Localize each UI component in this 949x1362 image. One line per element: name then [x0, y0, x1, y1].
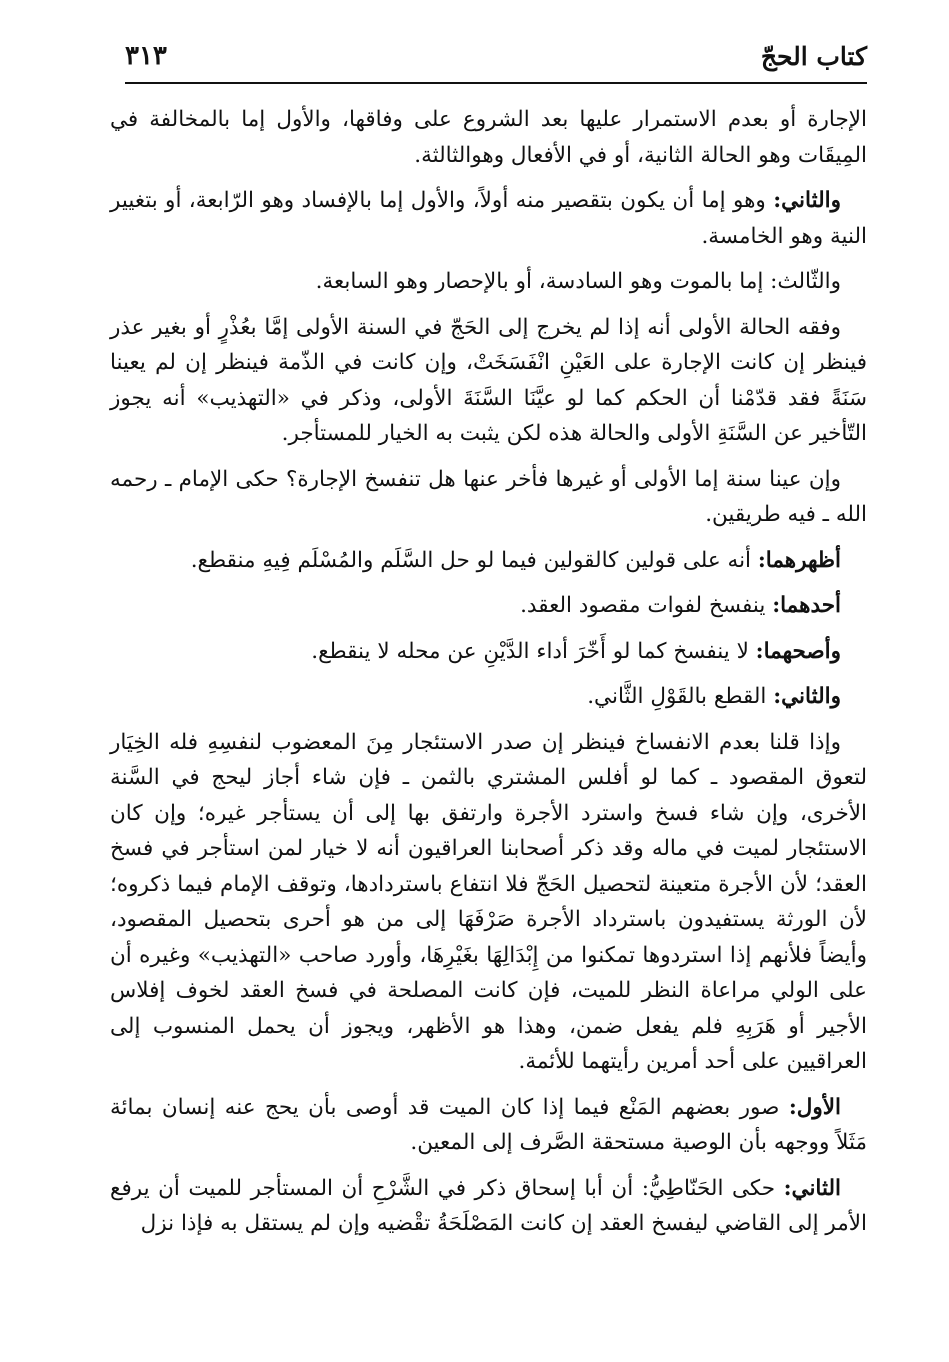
paragraph-9: [110, 679, 867, 715]
paragraph-4: [110, 310, 867, 452]
paragraph-lead: أظهرهما:: [757, 547, 841, 573]
paragraph-6: [110, 543, 867, 579]
paragraph-lead: الأول:: [788, 1094, 841, 1120]
paragraph-text: صور بعضهم المَنْع فيما إذا كان الميت قد أوصى بأن يحج عنه إنسان بمائة مَثَلاً ووجهه بأن الوصية مستحقة الصَّرف إلى المعين.: [110, 1094, 867, 1155]
paragraph-1: [110, 102, 867, 173]
paragraph-text: وفقه الحالة الأولى أنه إذا لم يخرج إلى الحَجّ في السنة الأولى إمَّا بعُذْرٍ أو بغير عذر فينظر إن كانت الإجارة على العَيْنِ انْفَسَخَتْ، وإن كانت في الذّمة فينظر إن لم يعينا سَنَةً فقد قدّمْنا أن الحكم كما لو عيَّنَا السَّنَةَ الأولى، وذكر في «التهذيب» أنه يجوز التّأخير عن السَّنَةِ الأولى والحالة هذه لكن يثبت به الخيار للمستأجر.: [110, 314, 867, 446]
paragraph-10: [110, 725, 867, 1080]
paragraph-text: الإجارة أو بعدم الاستمرار عليها بعد الشروع على وفاقها، والأول إما بالمخالفة في المِيقَات وهو الحالة الثانية، أو في الأفعال وهوالثالثة.: [110, 107, 867, 168]
paragraph-text: والثّالث: إما بالموت وهو السادسة، أو بالإحصار وهو السابعة.: [315, 269, 841, 294]
paragraph-2: [110, 183, 867, 254]
page-header: [125, 30, 867, 84]
paragraph-12: [110, 1171, 867, 1242]
paragraph-text: وهو إما أن يكون بتقصير منه أولاً، والأول إما بالإفساد وهو الرّابعة، أو بتغيير النية وهو الخامسة.: [110, 188, 867, 249]
paragraph-lead: أحدهما:: [772, 593, 841, 618]
page-body: [110, 102, 867, 1252]
page-number: ٣١٣: [125, 41, 167, 71]
paragraph-lead: الثاني:: [783, 1175, 841, 1201]
paragraph-text: حكى الحَنّاطِيُّ: أن أبا إسحاق ذكر في الشَّرْحِ أن المستأجر للميت أن يرفع الأمر إلى القاضي ليفسخ العقد إن كانت المَصْلَحَةُ تقْضيه وإن لم يستقل به فإذا نزل: [110, 1175, 867, 1236]
paragraph-lead: والثاني:: [773, 684, 841, 709]
paragraph-3: [110, 264, 867, 300]
paragraph-11: [110, 1090, 867, 1161]
paragraph-7: [110, 588, 867, 624]
paragraph-text: لا ينفسخ كما لو أَخّرَ أداء الدَّيْنِ عن محله لا ينقطع.: [311, 638, 756, 664]
running-title: كتاب الحجّ: [760, 41, 867, 71]
paragraph-lead: والثاني:: [773, 188, 841, 213]
paragraph-text: وإذا قلنا بعدم الانفساخ فينظر إن صدر الاستئجار مِنَ المعضوب لنفسِهِ فله الخِيَار لتعوق المقصود ـ كما لو أفلس المشتري بالثمن ـ فإن شاء أجاز ليحج في السَّنة الأخرى، وإن شاء فسخ واسترد الأجرة وارتفق بها إلى أن يستأجر غيره؛ وإن كان الاستئجار لميت في ماله وقد ذكر أصحابنا العراقيون أنه لا خيار لمن استأجر في فسخ العقد؛ لأن الأجرة متعينة لتحصيل الحَجّ فلا انتفاع باستردادها، وتوقف الإمام فيما ذكروه؛ لأن الورثة يستفيدون باسترداد الأجرة صَرْفَهَا إلى من هو أحرى بتحصيل المقصود، وأيضاً فلأنهم إذا استردوها تمكنوا من إِبْدَالِهَا بغَيْرِهَا، وأورد صاحب «التهذيب» وغيره أن على الولي مراعاة النظر للميت، فإن كانت المصلحة في فسخ العقد لخوف إفلاس الأجير أو هَرَبِهِ فلم يفعل ضمن، وهذا هو الأظهر، ويجوز أن يحمل المنسوب إلى العراقيين على أحد أمرين رأيتهما للأئمة.: [110, 729, 867, 1074]
paragraph-lead: وأصحهما:: [755, 638, 841, 664]
paragraph-text: ينفسخ لفوات مقصود العقد.: [520, 593, 773, 618]
paragraph-8: [110, 634, 867, 670]
paragraph-5: [110, 462, 867, 533]
paragraph-text: أنه على قولين كالقولين فيما لو حل السَّلَم والمُسْلَم فِيهِ منقطع.: [190, 547, 758, 573]
paragraph-text: القطع بالقَوْلِ الثَّاني.: [587, 684, 774, 709]
paragraph-text: وإن عينا سنة إما الأولى أو غيرها فأخر عنها هل تنفسخ الإجارة؟ حكى الإمام ـ رحمه الله ـ فيه طريقين.: [110, 466, 867, 527]
